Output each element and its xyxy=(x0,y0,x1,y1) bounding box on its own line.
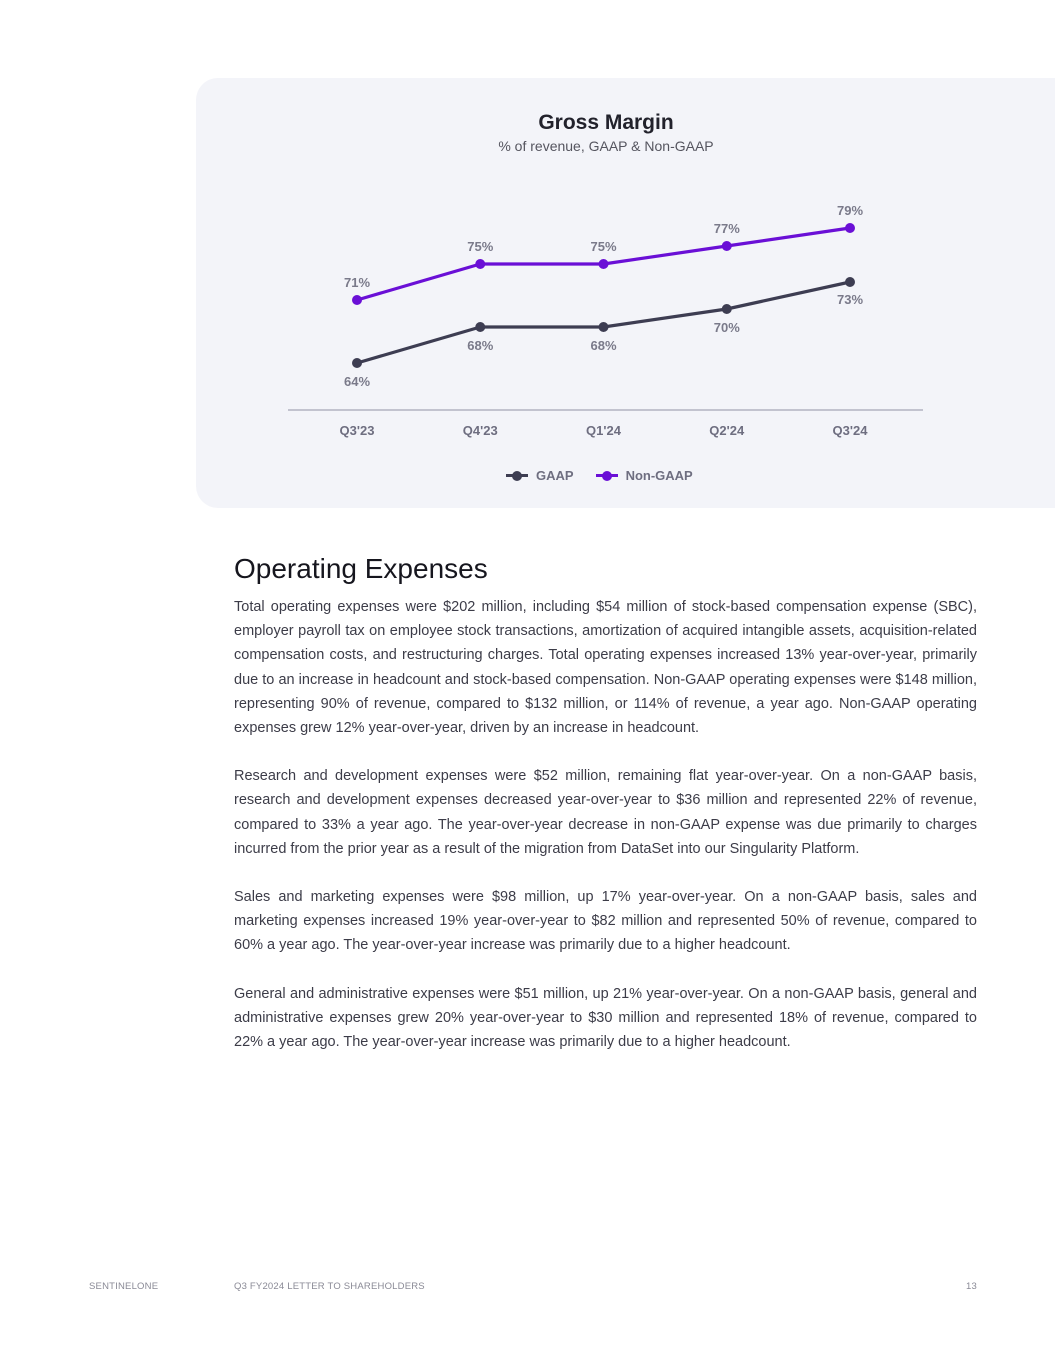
operating-expenses-section xyxy=(234,553,977,1078)
x-tick-label: Q4'23 xyxy=(462,423,498,438)
chart-subtitle: % of revenue, GAAP & Non-GAAP xyxy=(498,138,714,154)
chart-legend xyxy=(506,468,693,483)
legend-label-non-gaap: Non-GAAP xyxy=(625,468,693,483)
x-tick-label: Q1'24 xyxy=(586,423,621,438)
data-point-gaap xyxy=(475,322,485,332)
legend-item-non-gaap xyxy=(596,468,693,483)
data-label-gaap: 70% xyxy=(713,320,740,335)
gross-margin-chart-card xyxy=(196,78,1055,508)
x-tick-label: Q3'24 xyxy=(832,423,868,438)
data-label-non-gaap: 79% xyxy=(836,203,864,218)
legend-label-gaap: GAAP xyxy=(536,468,574,483)
x-tick-label: Q3'23 xyxy=(339,423,375,438)
data-point-gaap xyxy=(599,322,609,332)
footer-document-title: Q3 FY2024 LETTER TO SHAREHOLDERS xyxy=(234,1281,425,1292)
data-point-non-gaap xyxy=(475,259,485,269)
legend-swatch-non-gaap xyxy=(596,474,618,477)
data-label-gaap: 73% xyxy=(836,292,864,307)
paragraph-r-and-d: Research and development expenses were $52 million, remaining flat year-over-year. On a non-GAAP basis, research and development expenses decreased year-over-year to $36 million and represented 22% of revenue, compared to 33% a year ago. The year-over-year decrease in non-GAAP expense was due primarily to charges incurred from the prior year as a result of the migration from DataSet into our Singularity Platform. xyxy=(234,768,977,857)
data-label-gaap: 68% xyxy=(590,338,617,353)
legend-item-gaap xyxy=(506,468,574,483)
gross-margin-line-chart xyxy=(196,78,1055,508)
data-label-non-gaap: 77% xyxy=(713,221,740,236)
data-point-non-gaap xyxy=(352,295,362,305)
data-point-gaap xyxy=(722,304,732,314)
footer-company: SENTINELONE xyxy=(89,1281,159,1292)
footer-page-number: 13 xyxy=(966,1281,977,1292)
data-label-gaap: 64% xyxy=(343,374,371,389)
data-point-non-gaap xyxy=(722,241,732,251)
data-point-non-gaap xyxy=(845,223,855,233)
data-point-gaap xyxy=(845,277,855,287)
x-tick-label: Q2'24 xyxy=(709,423,745,438)
chart-title: Gross Margin xyxy=(538,111,674,134)
data-label-gaap: 68% xyxy=(467,338,494,353)
paragraph-g-and-a: General and administrative expenses were $51 million, up 21% year-over-year. On a non-GAAP basis, general and administrative expenses grew 20% year-over-year to $30 million and represented 18% of revenue, compared to 22% a year ago. The year-over-year increase was primarily due to a higher headcount. xyxy=(234,985,977,1051)
paragraph-total-opex: Total operating expenses were $202 million, including $54 million of stock-based compensation expense (SBC), employer payroll tax on employee stock transactions, amortization of acquired intangible assets, acquisition-related compensation costs, and restructuring charges. Total operating expenses increased 13% year-over-year, primarily due to an increase in headcount and stock-based compensation. Non-GAAP operating expenses were $148 million, representing 90% of revenue, compared to $132 million, or 114% of revenue, a year ago. Non-GAAP operating expenses grew 12% year-over-year, driven by an increase in headcount. xyxy=(234,599,977,737)
data-point-non-gaap xyxy=(599,259,609,269)
paragraph-sales-marketing: Sales and marketing expenses were $98 million, up 17% year-over-year. On a non-GAAP basis, sales and marketing expenses increased 19% year-over-year to $82 million and represented 50% of revenue, compared to 60% a year ago. The year-over-year increase was primarily due to a higher headcount. xyxy=(234,889,977,954)
data-label-non-gaap: 75% xyxy=(467,239,494,254)
data-point-gaap xyxy=(352,358,362,368)
section-heading: Operating Expenses xyxy=(234,553,488,584)
data-label-non-gaap: 71% xyxy=(343,275,371,290)
data-label-non-gaap: 75% xyxy=(590,239,617,254)
legend-swatch-gaap xyxy=(506,474,528,477)
